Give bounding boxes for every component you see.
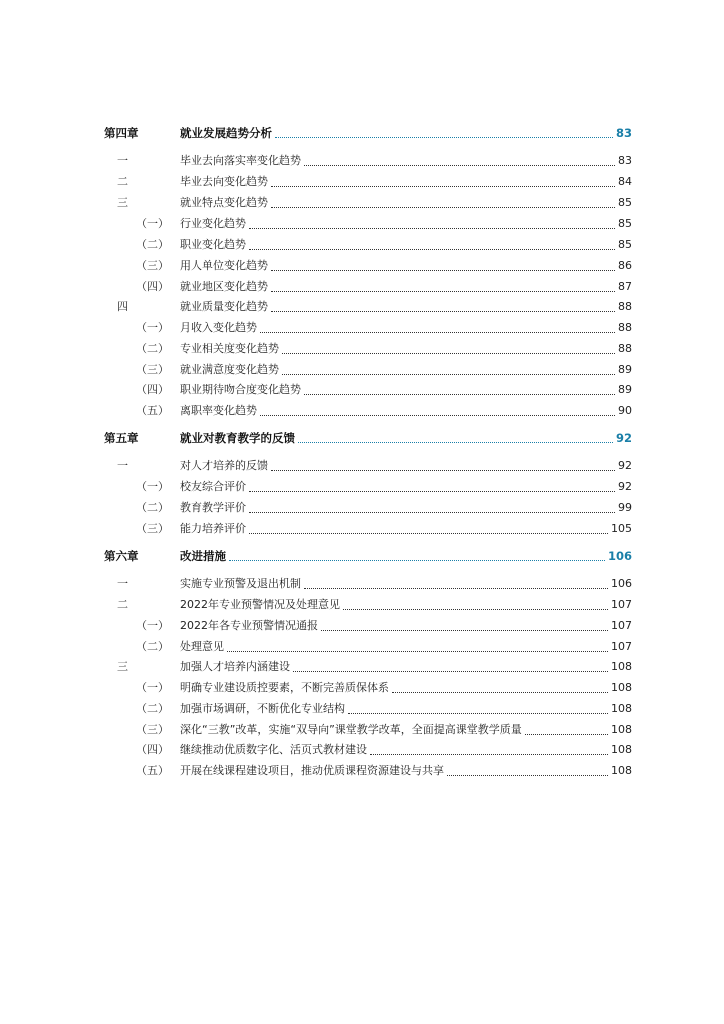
toc-entry-title[interactable]: 2022年专业预警情况及处理意见	[180, 598, 340, 611]
toc-dot-leader	[229, 557, 605, 561]
toc-dot-leader	[271, 204, 615, 208]
toc-entry-number: （三）	[136, 522, 169, 535]
toc-entry-title[interactable]: 毕业去向变化趋势	[180, 175, 268, 188]
toc-entry-number: 一	[117, 459, 128, 472]
toc-entry-number: （二）	[136, 702, 169, 715]
toc-dot-leader	[249, 530, 608, 534]
toc-page-number[interactable]: 88	[618, 342, 632, 355]
toc-entry-number: （二）	[136, 342, 169, 355]
toc-dot-leader	[304, 391, 615, 395]
toc-page-number[interactable]: 107	[611, 598, 632, 611]
toc-entry-title[interactable]: 校友综合评价	[180, 480, 246, 493]
toc-entry-title[interactable]: 明确专业建设质控要素，不断完善质保体系	[180, 681, 389, 694]
toc-entry-number: 二	[117, 598, 128, 611]
toc-page-number[interactable]: 107	[611, 640, 632, 653]
toc-entry-number: 第四章	[104, 126, 139, 140]
toc-entry-number: （五）	[136, 404, 169, 417]
toc-entry-title[interactable]: 加强人才培养内涵建设	[180, 660, 290, 673]
toc-entry-title[interactable]: 用人单位变化趋势	[180, 259, 268, 272]
toc-dot-leader	[260, 329, 615, 333]
toc-entry-title[interactable]: 深化“三教”改革，实施“双导向”课堂教学改革，全面提高课堂教学质量	[180, 723, 522, 736]
toc-entry-title[interactable]: 就业满意度变化趋势	[180, 363, 279, 376]
toc-entry-title-line	[180, 195, 632, 211]
toc-entry-title-line	[180, 479, 632, 495]
toc-dot-leader	[298, 439, 613, 443]
toc-entry-number: （四）	[136, 383, 169, 396]
toc-entry-title[interactable]: 就业地区变化趋势	[180, 280, 268, 293]
toc-entry-title-line	[180, 430, 632, 446]
toc-entry-number: 一	[117, 577, 128, 590]
toc-entry-title[interactable]: 离职率变化趋势	[180, 404, 257, 417]
toc-entry-title[interactable]: 加强市场调研，不断优化专业结构	[180, 702, 345, 715]
toc-page-number[interactable]: 84	[618, 175, 632, 188]
toc-subsection-entry[interactable]	[0, 279, 724, 295]
toc-entry-number: （二）	[136, 640, 169, 653]
toc-entry-number: 三	[117, 660, 128, 673]
toc-page-number[interactable]: 89	[618, 383, 632, 396]
toc-page-number[interactable]: 83	[615, 126, 632, 140]
toc-entry-title[interactable]: 对人才培养的反馈	[180, 459, 268, 472]
toc-entry-number: 四	[117, 300, 128, 313]
toc-subsection-entry[interactable]	[0, 742, 724, 758]
toc-entry-title-line	[180, 500, 632, 516]
toc-entry-title-line	[180, 320, 632, 336]
toc-entry-title[interactable]: 能力培养评价	[180, 522, 246, 535]
toc-page-number[interactable]: 108	[611, 723, 632, 736]
toc-subsection-entry[interactable]	[0, 403, 724, 419]
toc-section-entry[interactable]	[0, 597, 724, 613]
toc-page-number[interactable]: 107	[611, 619, 632, 632]
toc-subsection-entry[interactable]	[0, 618, 724, 634]
toc-entry-number: （五）	[136, 764, 169, 777]
toc-page-number[interactable]: 87	[618, 280, 632, 293]
toc-entry-number: 三	[117, 196, 128, 209]
toc-dot-leader	[392, 689, 608, 693]
toc-dot-leader	[348, 710, 608, 714]
toc-page-number[interactable]: 88	[618, 321, 632, 334]
toc-entry-title-line	[180, 722, 632, 738]
toc-section-entry[interactable]	[0, 174, 724, 190]
toc-dot-leader	[249, 488, 615, 492]
toc-dot-leader	[321, 627, 608, 631]
toc-dot-leader	[271, 467, 615, 471]
toc-entry-number: （一）	[136, 321, 169, 334]
toc-entry-title-line	[180, 174, 632, 190]
toc-dot-leader	[282, 371, 615, 375]
toc-entry-title-line	[180, 403, 632, 419]
toc-entry-number: （三）	[136, 363, 169, 376]
toc-section-entry[interactable]	[0, 458, 724, 474]
toc-entry-title[interactable]: 2022年各专业预警情况通报	[180, 619, 318, 632]
toc-entry-number: （一）	[136, 480, 169, 493]
toc-dot-leader	[260, 412, 615, 416]
toc-page-number[interactable]: 92	[615, 431, 632, 445]
toc-entry-title[interactable]: 就业质量变化趋势	[180, 300, 268, 313]
toc-entry-title[interactable]: 月收入变化趋势	[180, 321, 257, 334]
toc-page-number[interactable]: 108	[611, 743, 632, 756]
toc-entry-number: 一	[117, 154, 128, 167]
toc-entry-title-line	[180, 341, 632, 357]
toc-entry-title-line	[180, 548, 632, 564]
toc-entry-title[interactable]: 实施专业预警及退出机制	[180, 577, 301, 590]
toc-page-number[interactable]: 92	[618, 459, 632, 472]
toc-page-number[interactable]: 105	[611, 522, 632, 535]
toc-page-number[interactable]: 83	[618, 154, 632, 167]
toc-dot-leader	[249, 509, 615, 513]
toc-entry-title-line	[180, 362, 632, 378]
toc-entry-title-line	[180, 701, 632, 717]
toc-entry-title-line	[180, 680, 632, 696]
toc-dot-leader	[370, 751, 608, 755]
toc-entry-title-line	[180, 576, 632, 592]
toc-dot-leader	[271, 183, 615, 187]
toc-entry-number: 第六章	[104, 549, 139, 563]
toc-entry-number: 二	[117, 175, 128, 188]
toc-section-entry[interactable]	[0, 153, 724, 169]
toc-dot-leader	[282, 350, 615, 354]
toc-dot-leader	[304, 162, 615, 166]
toc-section-entry[interactable]	[0, 299, 724, 315]
toc-page-number[interactable]: 85	[618, 217, 632, 230]
toc-entry-number: （一）	[136, 681, 169, 694]
toc-entry-title-line	[180, 125, 632, 141]
toc-entry-title[interactable]: 教育教学评价	[180, 501, 246, 514]
toc-entry-number: （四）	[136, 743, 169, 756]
toc-chapter-entry[interactable]	[0, 430, 724, 446]
toc-dot-leader	[343, 606, 608, 610]
toc-entry-title-line	[180, 639, 632, 655]
toc-entry-title[interactable]: 改进措施	[180, 549, 226, 563]
toc-subsection-entry[interactable]	[0, 500, 724, 516]
toc-entry-title-line	[180, 382, 632, 398]
toc-dot-leader	[227, 648, 608, 652]
toc-dot-leader	[447, 772, 608, 776]
toc-subsection-entry[interactable]	[0, 320, 724, 336]
toc-entry-number: （一）	[136, 619, 169, 632]
toc-subsection-entry[interactable]	[0, 521, 724, 537]
toc-subsection-entry[interactable]	[0, 382, 724, 398]
toc-subsection-entry[interactable]	[0, 701, 724, 717]
toc-entry-title[interactable]: 就业发展趋势分析	[180, 126, 272, 140]
toc-page-number[interactable]: 92	[618, 480, 632, 493]
toc-entry-title-line	[180, 742, 632, 758]
toc-page-number[interactable]: 85	[618, 238, 632, 251]
toc-entry-title[interactable]: 就业对教育教学的反馈	[180, 431, 295, 445]
toc-entry-number: 第五章	[104, 431, 139, 445]
toc-subsection-entry[interactable]	[0, 258, 724, 274]
toc-dot-leader	[271, 267, 615, 271]
toc-entry-number: （三）	[136, 259, 169, 272]
toc-entry-title[interactable]: 处理意见	[180, 640, 224, 653]
toc-section-entry[interactable]	[0, 195, 724, 211]
toc-dot-leader	[249, 225, 615, 229]
toc-subsection-entry[interactable]	[0, 680, 724, 696]
toc-entry-title-line	[180, 659, 632, 675]
toc-entry-title-line	[180, 597, 632, 613]
toc-entry-title-line	[180, 216, 632, 232]
toc-page-number[interactable]: 89	[618, 363, 632, 376]
toc-page-number[interactable]: 99	[618, 501, 632, 514]
toc-entry-title-line	[180, 258, 632, 274]
toc-page-number[interactable]: 106	[611, 577, 632, 590]
toc-entry-title[interactable]: 职业变化趋势	[180, 238, 246, 251]
toc-subsection-entry[interactable]	[0, 216, 724, 232]
toc-entry-number: （四）	[136, 280, 169, 293]
toc-entry-title-line	[180, 618, 632, 634]
toc-dot-leader	[525, 731, 608, 735]
toc-entry-title-line	[180, 279, 632, 295]
toc-page-number[interactable]: 108	[611, 702, 632, 715]
toc-subsection-entry[interactable]	[0, 722, 724, 738]
toc-section-entry[interactable]	[0, 659, 724, 675]
toc-entry-number: （二）	[136, 238, 169, 251]
toc-subsection-entry[interactable]	[0, 237, 724, 253]
toc-chapter-entry[interactable]	[0, 548, 724, 564]
toc-entry-title[interactable]: 毕业去向落实率变化趋势	[180, 154, 301, 167]
toc-subsection-entry[interactable]	[0, 362, 724, 378]
toc-entry-title-line	[180, 521, 632, 537]
toc-dot-leader	[293, 668, 608, 672]
toc-entry-title[interactable]: 继续推动优质数字化、活页式教材建设	[180, 743, 367, 756]
toc-page-number[interactable]: 86	[618, 259, 632, 272]
toc-page-number[interactable]: 108	[611, 681, 632, 694]
toc-entry-number: （一）	[136, 217, 169, 230]
toc-subsection-entry[interactable]	[0, 763, 724, 779]
toc-dot-leader	[275, 134, 613, 138]
toc-page-number[interactable]: 85	[618, 196, 632, 209]
toc-dot-leader	[249, 246, 615, 250]
toc-entry-number: （三）	[136, 723, 169, 736]
toc-entry-title-line	[180, 458, 632, 474]
toc-entry-title-line	[180, 237, 632, 253]
toc-dot-leader	[304, 585, 608, 589]
toc-entry-title[interactable]: 行业变化趋势	[180, 217, 246, 230]
toc-entry-title-line	[180, 299, 632, 315]
toc-entry-title[interactable]: 专业相关度变化趋势	[180, 342, 279, 355]
toc-page-number[interactable]: 106	[607, 549, 632, 563]
toc-page-number[interactable]: 90	[618, 404, 632, 417]
toc-subsection-entry[interactable]	[0, 479, 724, 495]
toc-page-number[interactable]: 108	[611, 660, 632, 673]
toc-entry-title[interactable]: 开展在线课程建设项目，推动优质课程资源建设与共享	[180, 764, 444, 777]
toc-page-number[interactable]: 108	[611, 764, 632, 777]
toc-entry-number: （二）	[136, 501, 169, 514]
toc-chapter-entry[interactable]	[0, 125, 724, 141]
toc-entry-title-line	[180, 153, 632, 169]
toc-entry-title-line	[180, 763, 632, 779]
toc-subsection-entry[interactable]	[0, 341, 724, 357]
toc-dot-leader	[271, 288, 615, 292]
toc-entry-title[interactable]: 职业期待吻合度变化趋势	[180, 383, 301, 396]
toc-page-number[interactable]: 88	[618, 300, 632, 313]
toc-subsection-entry[interactable]	[0, 639, 724, 655]
toc-dot-leader	[271, 308, 615, 312]
toc-section-entry[interactable]	[0, 576, 724, 592]
toc-entry-title[interactable]: 就业特点变化趋势	[180, 196, 268, 209]
